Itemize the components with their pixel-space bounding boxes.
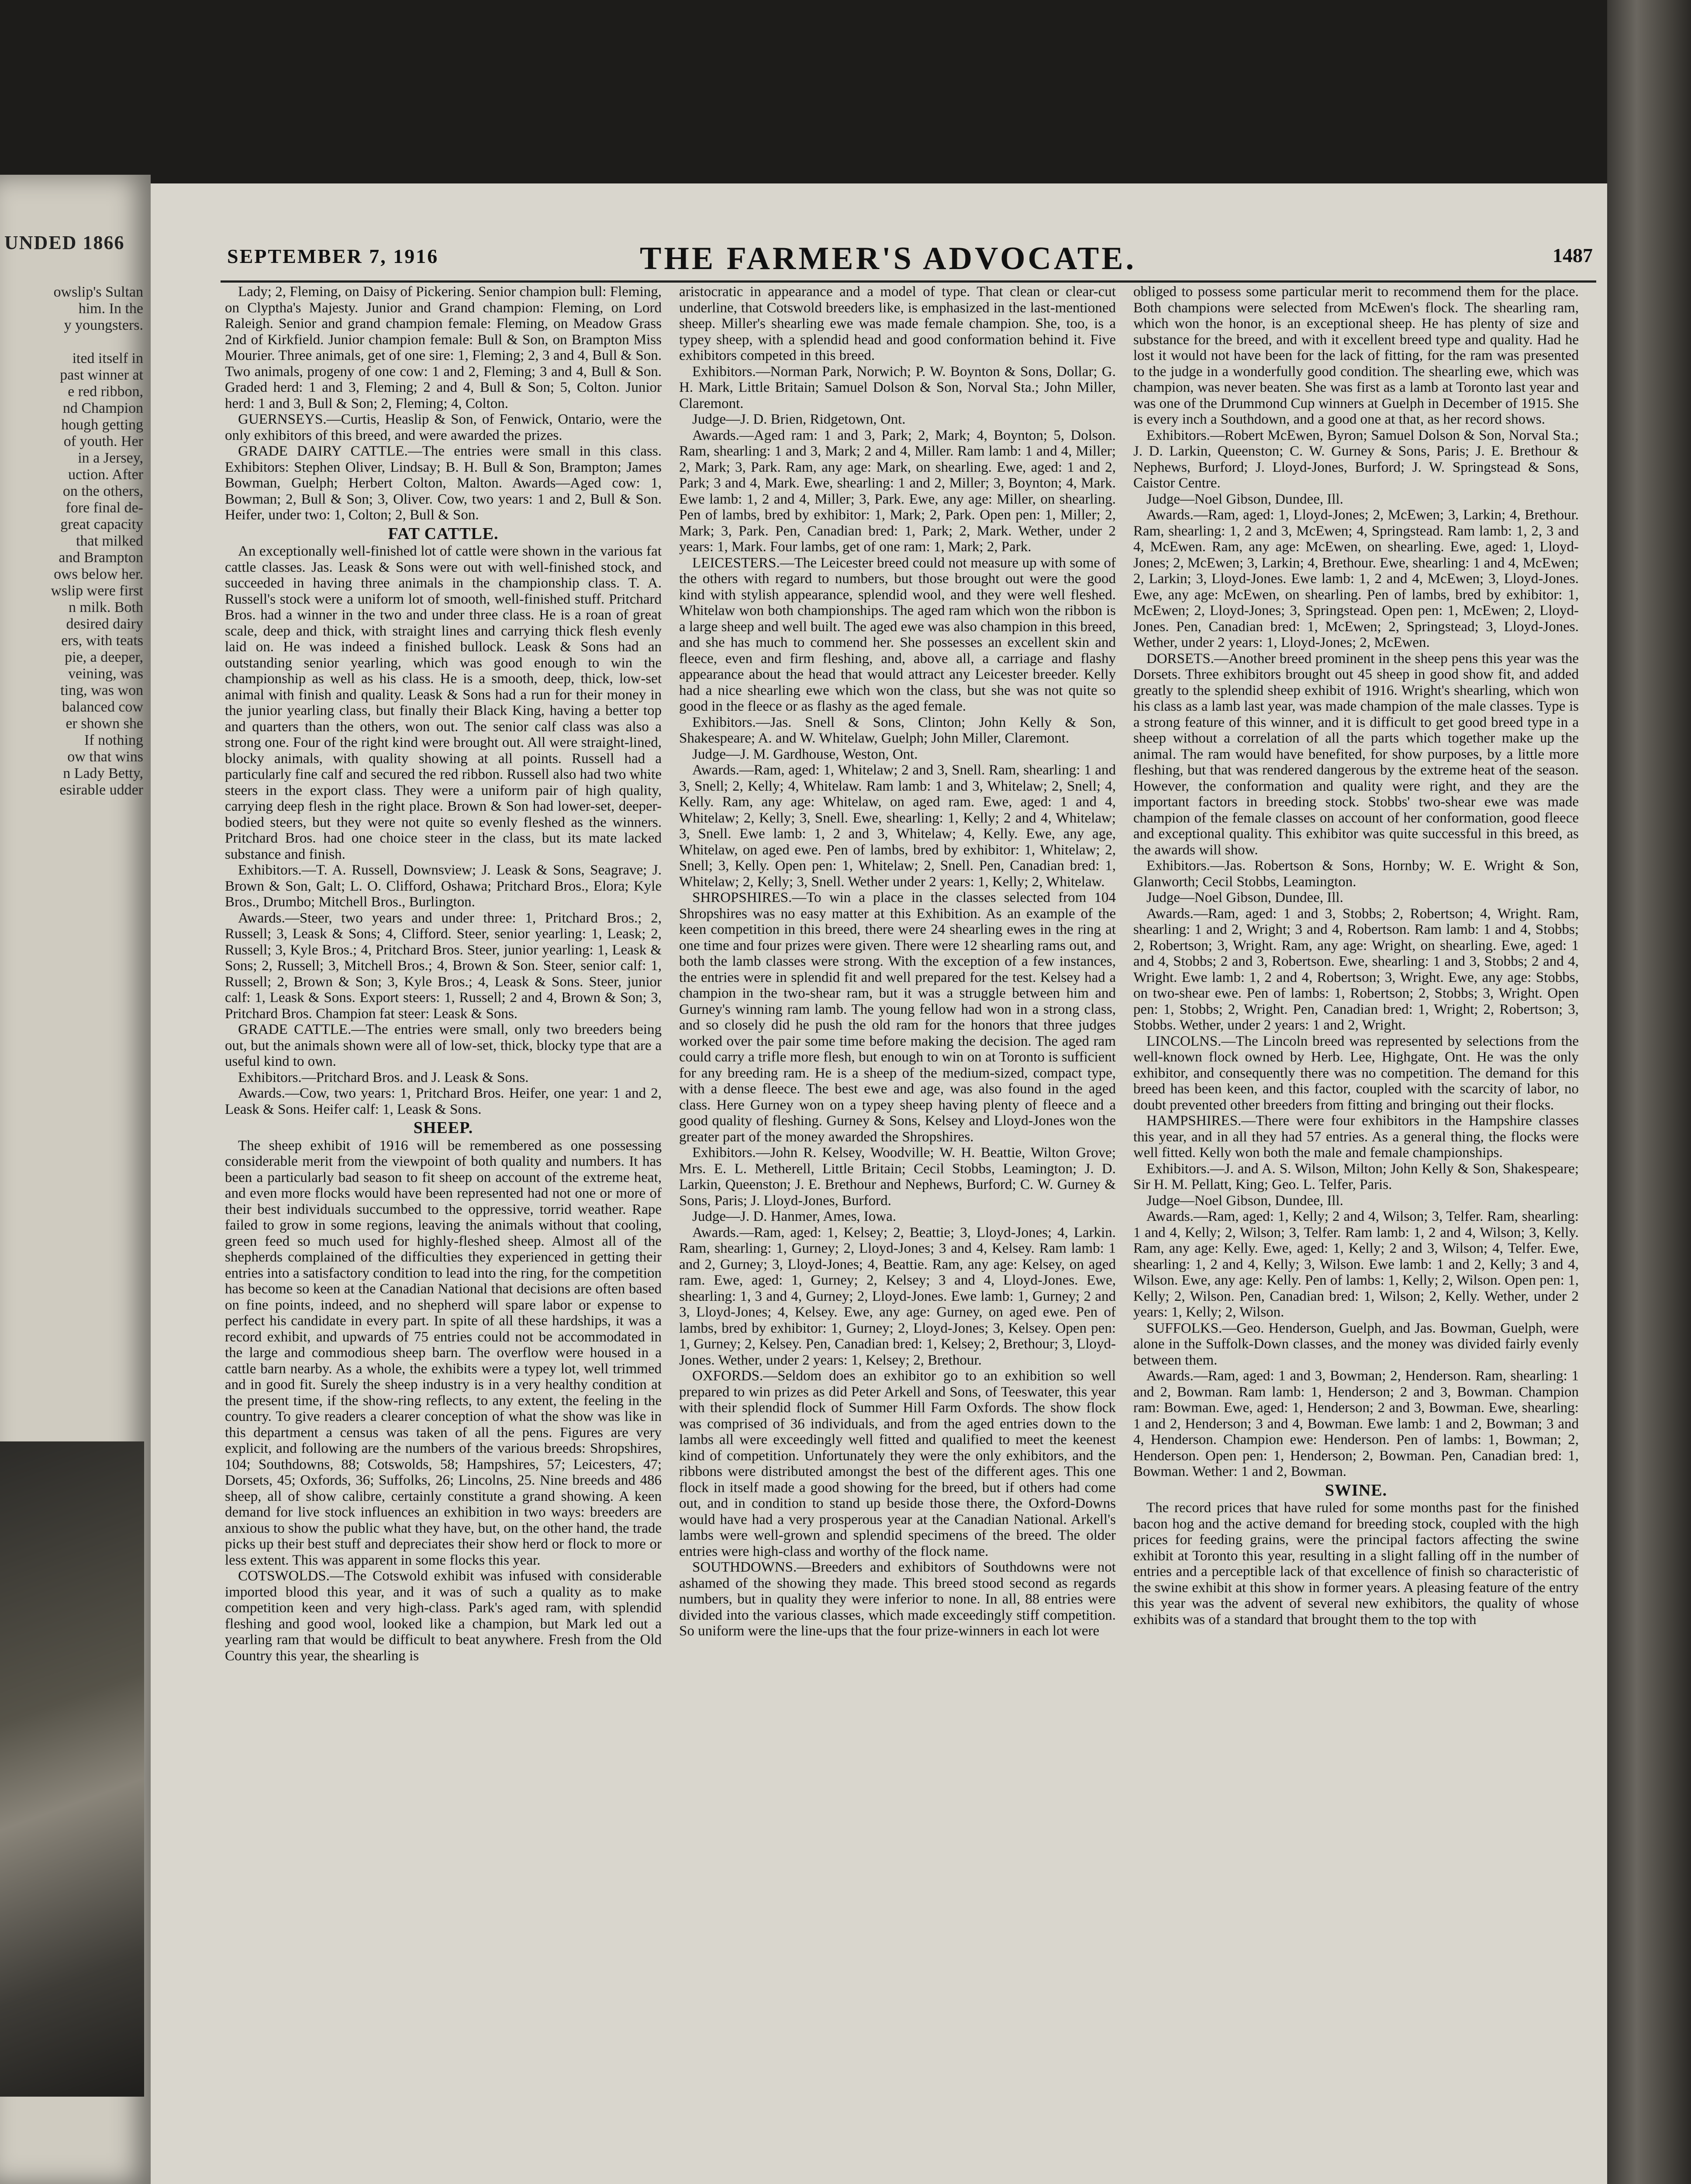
article-paragraph: Awards.—Ram, aged: 1, Whitelaw; 2 and 3, Snell. Ram, shearling: 1 and 3, Snell; 2, Kelly; 4, Whitelaw. Ram lamb: 1 and 3, Whitelaw; 2, Snell; 4, Kelly. Ram, any age: Whitelaw, on aged ram. Ewe, aged: 1 and 4, Whitelaw; 2, Kelly; 3, Snell. Ewe, shearling: 1, Kelly; 2 and 4, Whitelaw; 3, Snell. Ewe lamb: 1, 2 and 3, Whitelaw; 4, Kelly. Ewe, any age, Whitelaw, on aged ewe. Pen of lambs, bred by exhibitor: 1, Whitelaw; 2, Snell; 3, Kelly. Open pen: 1, Whitelaw; 2, Snell. Pen, Canadian bred: 1, Whitelaw; 2, Kelly; 3, Snell. Wether under 2 years: 1, Kelly; 2, Whitelaw.	[679, 762, 1116, 890]
article-paragraph: Exhibitors.—Pritchard Bros. and J. Leask & Sons.	[238, 1069, 529, 1085]
previous-page-line: ow that wins	[67, 749, 143, 765]
previous-page-line: uction. After	[68, 467, 143, 483]
previous-page-line: on the others,	[62, 483, 143, 499]
previous-page-line: and Brampton	[59, 549, 143, 566]
previous-page-line: If nothing	[84, 732, 143, 748]
article-paragraph: Awards.—Cow, two years: 1, Pritchard Bros. Heifer, one year: 1 and 2, Leask & Sons. Heifer calf: 1, Leask & Sons.	[225, 1085, 662, 1117]
article-paragraph: Exhibitors.—T. A. Russell, Downsview; J. Leask & Sons, Seagrave; J. Brown & Son, Galt; L. O. Clifford, Oshawa; Pritchard Bros., Elora; Kyle Bros., Drumbo; Mitchell Bros., Burlington.	[225, 862, 662, 910]
article-paragraph: Judge—Noel Gibson, Dundee, Ill.	[1146, 491, 1343, 507]
article-paragraph: Awards.—Ram, aged: 1, Kelly; 2 and 4, Wilson; 3, Telfer. Ram, shearling: 1 and 4, Kelly; 2, Wilson; 3, Telfer. Ram lamb: 1, 2 and 4, Wilson; 3, Kelly. Ram, any age: Kelly. Ewe, aged: 1, Kelly; 2 and 3, Wilson; 4, Telfer. Ewe, shearling: 1, 2 and 4, Kelly; 3, Wilson. Ewe lamb: 1 and 2, Kelly; 3 and 4, Wilson. Ewe, any age: Kelly. Pen of lambs: 1, Kelly; 2, Wilson. Open pen: 1, Kelly; 2, Wilson. Pen, Canadian bred: 1, Wilson; 2, Kelly. Wether, under 2 years: 1, Kelly; 2, Wilson.	[1133, 1209, 1579, 1320]
header-rule	[221, 280, 1596, 283]
article-paragraph: Awards.—Ram, aged: 1, Kelsey; 2, Beattie; 3, Lloyd-Jones; 4, Larkin. Ram, shearling: 1, Gurney; 2, Lloyd-Jones; 3 and 4, Kelsey. Ram lamb: 1 and 2, Gurney; 3, Lloyd-Jones; 4, Beattie. Ram, any age: Kelsey, on aged ram. Ewe, aged: 1, Gurney; 2, Kelsey; 3 and 4, Lloyd-Jones. Ewe, shearling: 1, 3 and 4, Gurney; 2, Lloyd-Jones. Ewe lamb: 1, Gurney; 2 and 3, Lloyd-Jones; 4, Kelsey. Ewe, any age: Gurney, on aged ewe. Pen of lambs, bred by exhibitor: 1, Gurney; 2, Lloyd-Jones; 3, Kelsey. Open pen: 1, Gurney; 2, Kelsey. Pen, Canadian bred: 1, Kelsey; 2, Brethour; 3, Lloyd-Jones. Wether, under 2 years: 1, Kelsey; 2, Brethour.	[679, 1224, 1116, 1368]
article-paragraph: SHROPSHIRES.—To win a place in the classes selected from 104 Shropshires was no easy matter at this Exhibition. As an example of the keen competition in this breed, there were 24 shearling ewes in the ring at one time and four prizes were given. There were 12 shearling rams out, and both the lamb classes were strong. With the exception of a few instances, the entries were in splendid fit and well prepared for the test. Kelsey had a champion in the two-shear ram, but it was a struggle between him and Gurney's winning ram lamb. The young fellow had won in a strong class, and so closely did he push the old ram for the honors that three judges worked over the pair some time before making the decision. The aged ram could carry a trifle more flesh, but enough to win on at Toronto is sufficient for any breeding ram. He is a sheep of the medium-sized, compact type, with a dense fleece. The best ewe and age, was also found in the aged class. Here Gurney won on a typey sheep having plenty of fleece and a good quality of fleshing. Gurney & Sons, Kelsey and Lloyd-Jones won the greater part of the money awarded the Shropshires.	[679, 890, 1116, 1145]
article-paragraph: The sheep exhibit of 1916 will be remembered as one possessing considerable merit from the viewpoint of both quality and numbers. It has been a particularly bad season to fit sheep on account of the extreme heat, and even more flocks would have been represented had not one or more of their best individuals succumbed to the oppressive, torrid weather. Rape failed to grow in some regions, leaving the animals without that cooling, green feed so much used for highly-fleshed sheep. Almost all of the shepherds complained of the difficulties they experienced in getting their entries into a satisfactory condition to lead into the ring, for the competition has become so keen at the Canadian National that decisions are often based on fine points, indeed, and no shepherd will spare labor or expense to perfect his candidate in every part. In spite of all these hardships, it was a record exhibit, and upwards of 75 entries could not be accommodated in the large and commodious sheep barn. The overflow were housed in a cattle barn nearby. As a whole, the exhibits were a typey lot, well trimmed and in good fit. Surely the sheep industry is in a very healthy condition at the present time, if the show-ring reflects, to any extent, the feeling in the country. To give readers a clearer conception of what the show was like in this department a census was taken of all the pens. Figures are very explicit, and following are the numbers of the various breeds: Shropshires, 104; Southdowns, 88; Cotswolds, 58; Hampshires, 57; Leicesters, 47; Dorsets, 45; Oxfords, 36; Suffolks, 26; Lincolns, 25. Nine breeds and 486 sheep, all of show calibre, certainly constitute a grand showing. A keen demand for live stock influences an exhibition in two ways: breeders are anxious to show the public what they have, but, on the other hand, the trade picks up their best stuff and depreciates their show herd or flock to more or less extent. This was apparent in some flocks this year.	[225, 1137, 662, 1568]
article-paragraph: LEICESTERS.—The Leicester breed could not measure up with some of the others with regard to numbers, but those brought out were the good kind with stylish appearance, splendid wool, and they were well fleshed. Whitelaw won both championships. The aged ram which won the ribbon is a large sheep and well built. The aged ewe was also champion in this breed, and she has much to commend her. She possesses an excellent skin and fleece, even and firm fleshing, and, above all, a carriage and flashy appearance about the head that would attract any Leicester breeder. Kelly had a nice shearling ewe which won the class, but she was not quite so good in the fleece or as flashy as the aged female.	[679, 555, 1116, 714]
article-paragraph: Judge—Noel Gibson, Dundee, Ill.	[1146, 890, 1343, 905]
section-heading: SHEEP.	[413, 1119, 473, 1137]
previous-page-line: of youth. Her	[63, 433, 143, 449]
previous-page-photo	[0, 1441, 144, 2097]
previous-page-line: ited itself in	[72, 350, 143, 366]
article-paragraph: Judge—Noel Gibson, Dundee, Ill.	[1146, 1192, 1343, 1209]
article-paragraph: Awards.—Ram, aged: 1, Lloyd-Jones; 2, McEwen; 3, Larkin; 4, Brethour. Ram, shearling: 1, 2 and 3, McEwen; 4, Springstead. Ram lamb: 1, 2, 3 and 4, McEwen. Ram, any age: McEwen, on shearling. Ewe, aged: 1, Lloyd-Jones; 2, McEwen; 3, Larkin; 4, Brethour. Ewe, shearling: 1 and 4, McEwen; 2, Larkin; 3, Lloyd-Jones. Ewe lamb: 1, 2 and 4, McEwen; 3, Lloyd-Jones. Ewe, any age: McEwen, on shearling. Pen of lambs, bred by exhibitor: 1, McEwen; 2, Lloyd-Jones; 3, Springstead. Open pen: 1, McEwen; 2, Lloyd-Jones. Pen, Canadian bred: 1, McEwen; 2, Springstead; 3, Lloyd-Jones. Wether, under 2 years: 1, Lloyd-Jones; 2, McEwen.	[1133, 507, 1579, 650]
article-paragraph: HAMPSHIRES.—There were four exhibitors in the Hampshire classes this year, and in all they had 57 entries. As a general thing, the flocks were well fitted. Kelly won both the male and female championships.	[1133, 1113, 1579, 1161]
article-paragraph: Judge—J. D. Brien, Ridgetown, Ont.	[692, 411, 906, 427]
article-paragraph: Awards.—Aged ram: 1 and 3, Park; 2, Mark; 4, Boynton; 5, Dolson. Ram, shearling: 1 and 3, Mark; 2 and 4, Miller. Ram lamb: 1 and 4, Miller; 2, Mark; 3, Park. Ram, any age: Mark, on shearling. Ewe, aged: 1 and 2, Park; 3 and 4, Mark. Ewe, shearling: 1 and 2, Miller; 3, Boynton; 4, Mark. Ewe lamb: 1, 2 and 4, Miller; 3, Park. Ewe, any age: Miller, on shearling. Pen of lambs, bred by exhibitor: 1, Mark; 2, Park. Open pen: 1, Miller; 2, Mark; 3, Park. Pen, Canadian bred: 1, Park; 2, Mark. Wether, under 2 years: 1, Mark. Four lambs, get of one ram: 1, Mark; 2, Park.	[679, 427, 1116, 555]
previous-page-line: esirable udder	[59, 782, 143, 798]
article-paragraph: Exhibitors.—J. and A. S. Wilson, Milton; John Kelly & Son, Shakespeare; Sir H. M. Pellatt, King; Geo. L. Telfer, Paris.	[1133, 1161, 1579, 1192]
article-paragraph: Exhibitors.—Robert McEwen, Byron; Samuel Dolson & Son, Norval Sta.; J. D. Larkin, Queenston; C. W. Gurney & Sons, Paris; J. E. Brethour & Nephews, Burford; J. Lloyd-Jones, Burford; J. W. Springstead & Sons, Caistor Centre.	[1133, 427, 1579, 491]
issue-date: SEPTEMBER 7, 1916	[227, 245, 439, 267]
previous-page-line: that milked	[76, 533, 143, 549]
previous-page-line: ers, with teats	[61, 632, 143, 649]
article-paragraph: Exhibitors.—John R. Kelsey, Woodville; W. H. Beattie, Wilton Grove; Mrs. E. L. Metherell, Little Britain; Cecil Stobbs, Leamington; J. D. Larkin, Queenston; J. E. Brethour and Nephews, Burford; C. W. Gurney & Sons, Paris; J. Lloyd-Jones, Burford.	[679, 1145, 1116, 1209]
article-paragraph: Awards.—Ram, aged: 1 and 3, Bowman; 2, Henderson. Ram, shearling: 1 and 2, Bowman. Ram lamb: 1, Henderson; 2 and 3, Bowman. Champion ram: Bowman. Ewe, aged: 1, Henderson; 2 and 3, Bowman. Ewe, shearling: 1 and 2, Henderson; 3 and 4, Bowman. Ewe lamb: 1 and 2, Bowman; 3 and 4, Henderson. Champion ewe: Henderson. Pen of lambs: 1, Bowman; 2, Henderson. Open pen: 1, Henderson; 2, Bowman. Pen, Canadian bred: 1, Bowman. Wether: 1 and 2, Bowman.	[1133, 1368, 1579, 1479]
article-paragraph: SUFFOLKS.—Geo. Henderson, Guelph, and Jas. Bowman, Guelph, were alone in the Suffolk-Down classes, and the money was divided fairly evenly between them.	[1133, 1320, 1579, 1368]
article-paragraph: obliged to possess some particular merit to recommend them for the place. Both champions were selected from McEwen's flock. The shearling ram, which won the honor, is an exceptional sheep. He has plenty of size and substance for the breed, and with it excellent breed type and quality. Had he lost it would not have been for the lack of fitting, for the ram was presented to the judge in a wonderfully good condition. The shearling ewe, which was champion, was never beaten. She was first as a lamb at Toronto last year and was one of the Drummond Cup winners at Guelph in December of 1915. She is every inch a Southdown, and a good one at that, as her record shows.	[1133, 284, 1579, 427]
previous-page-line: owslip's Sultan	[53, 284, 143, 300]
previous-page-line: pie, a deeper,	[65, 649, 143, 665]
previous-page-fragment	[0, 175, 151, 2184]
article-paragraph: OXFORDS.—Seldom does an exhibitor go to an exhibition so well prepared to win prizes as did Peter Arkell and Sons, of Teeswater, this year with their splendid flock of Summer Hill Farm Oxfords. The show flock was comprised of 36 individuals, and from the aged entries down to the lambs all were exceedingly well fitted and qualified to meet the keenest kind of competition. Unfortunately they were the only exhibitors, and the ribbons were distributed amongst the best of the different ages. This one flock in itself made a good showing for the breed, but if others had come out, and in condition to stand up beside those there, the Oxford-Downs would have had a very prosperous year at the Canadian National. Arkell's lambs were well-grown and splendid specimens of the breed. The older entries were high-class and worthy of the flock name.	[679, 1368, 1116, 1559]
previous-page-line: wslip were first	[51, 583, 143, 599]
previous-page-line: e red ribbon,	[68, 384, 143, 400]
article-paragraph: SOUTHDOWNS.—Breeders and exhibitors of Southdowns were not ashamed of the showing they made. This breed stood second as regards numbers, but in quality they were inferior to none. In all, 88 entries were divided into the various classes, which made exceedingly stiff competition. So uniform were the line-ups that the four prize-winners in each lot were	[679, 1559, 1116, 1639]
article-paragraph: aristocratic in appearance and a model of type. That clean or clear-cut underline, that Cotswold breeders like, is emphasized in the last-mentioned sheep. Miller's shearling ewe was made female champion. She, too, is a typey sheep, with a splendid head and good conformation behind it. Five exhibitors competed in this breed.	[679, 284, 1116, 363]
previous-page-line: hough getting	[61, 417, 143, 433]
previous-page-line: great capacity	[60, 516, 143, 532]
previous-page-line: fore final de-	[66, 500, 143, 516]
column-3	[1133, 284, 1579, 2184]
section-heading: SWINE.	[1325, 1481, 1387, 1500]
article-paragraph: COTSWOLDS.—The Cotswold exhibit was infused with considerable imported blood this year, and it was of such a quality as to make competition keen and very high-class. Park's aged ram, with splendid fleshing and good wool, looked like a champion, but Mark led out a yearling ram that would be difficult to beat anywhere. Fresh from the Old Country this year, the shearling is	[225, 1568, 662, 1664]
previous-page-line: n milk. Both	[69, 599, 143, 615]
article-paragraph: Exhibitors.—Jas. Snell & Sons, Clinton; John Kelly & Son, Shakespeare; A. and W. Whitelaw, Guelph; John Miller, Claremont.	[679, 714, 1116, 746]
article-paragraph: Lady; 2, Fleming, on Daisy of Pickering. Senior champion bull: Fleming, on Clyptha's Majesty. Junior and Grand champion: Fleming, on Lord Raleigh. Senior and grand champion female: Fleming, on Meadow Grass 2nd of Kirkfield. Junior champion female: Bull & Son, on Brampton Miss Mourier. Three animals, get of one sire: 1, Fleming; 2, 3 and 4, Bull & Son. Two animals, progeny of one cow: 1 and 2, Fleming; 3 and 4, Bull & Son. Graded herd: 1 and 3, Fleming; 2 and 4, Bull & Son; 5, Colton. Junior herd: 1 and 3, Bull & Son; 2, Fleming; 4, Colton.	[225, 284, 662, 411]
article-paragraph: An exceptionally well-finished lot of cattle were shown in the various fat cattle classes. Jas. Leask & Sons were out with well-finished stock, and succeeded in having three animals in the championship class. T. A. Russell's stock were a uniform lot of smooth, well-finished stuff. Pritchard Bros. had a winner in the two and under three class. He is a roan of great scale, deep and thick, with straight lines and carrying thick flesh evenly laid on. He was indeed a finished bullock. Leask & Sons had an outstanding senior yearling, which was good enough to win the championship as well as his class. He is a smooth, deep, thick, low-set animal with finish and quality. Leask & Sons had a run for their money in the junior yearling class, but finally their Black King, having a better top and quarters than the others, won out. The senior calf class was also a strong one. Four of the right kind were brought out. All were straight-lined, blocky animals, with quality showing at all points. Russell had a particularly fine calf and secured the red ribbon. Russell also had two white steers in the export class. They were a uniform pair of high quality, carrying deep flesh in the right place. Brown & Son had lower-set, deeper-bodied steers, but they were not quite so evenly fleshed as the winners. Pritchard Bros. had one choice steer in the class, but its mate lacked substance and finish.	[225, 543, 662, 862]
previous-page-text	[3, 284, 143, 798]
previous-page-line: desired dairy	[66, 616, 143, 632]
masthead-title: THE FARMER'S ADVOCATE.	[640, 241, 1137, 276]
previous-page-line: nd Champion	[62, 400, 143, 416]
previous-page-line: in a Jersey,	[78, 450, 143, 466]
previous-page-line: ows below her.	[54, 566, 143, 582]
article-paragraph: Judge—J. M. Gardhouse, Weston, Ont.	[692, 746, 918, 762]
previous-page-header: UNDED 1866	[4, 232, 125, 253]
article-paragraph: GRADE CATTLE.—The entries were small, only two breeders being out, but the animals shown were all of low-set, thick, blocky type that are a useful kind to own.	[225, 1022, 662, 1069]
previous-page-line	[3, 334, 143, 350]
article-paragraph: LINCOLNS.—The Lincoln breed was represented by selections from the well-known flock owned by Herb. Lee, Highgate, Ont. He was the only exhibitor, and consequently there was no competition. The demand for this breed has been keen, and this factor, coupled with the scarcity of labor, no doubt prevented other breeders from fitting and bringing out their flocks.	[1133, 1033, 1579, 1113]
article-paragraph: Judge—J. D. Hanmer, Ames, Iowa.	[692, 1209, 897, 1224]
page-number: 1487	[1553, 244, 1593, 266]
previous-page-line: veining, was	[68, 666, 143, 682]
previous-page-line: er shown she	[66, 715, 143, 732]
article-paragraph: DORSETS.—Another breed prominent in the sheep pens this year was the Dorsets. Three exhibitors brought out 45 sheep in good show fit, and added greatly to the splendid sheep exhibit of 1916. Wright's shearling, which won his class as a lamb last year, was made champion of the male classes. Type is a strong feature of this winner, and it is difficult to get good breed type in a sheep without a correlation of all the parts which together make up the animal. The ram would have benefited, for show purposes, by a little more fleshing, but that was rendered dangerous by the extreme heat of the season. However, the conformation and quality were right, and they are the important factors in breeding stock. Stobbs' two-shear ewe was made champion of the female classes on account of her conformation, good fleece and exceptional quality. This exhibitor was quite successful in this breed, as the awards will show.	[1133, 650, 1579, 858]
article-paragraph: Awards.—Steer, two years and under three: 1, Pritchard Bros.; 2, Russell; 3, Leask & Sons; 4, Clifford. Steer, senior yearling: 1, Leask; 2, Russell; 3, Kyle Bros.; 4, Pritchard Bros. Steer, junior yearling: 1, Leask & Sons; 2, Russell; 3, Mitchell Bros.; 4, Brown & Son. Steer, senior calf: 1, Russell; 2, Brown & Son; 3, Kyle Bros.; 4, Leask & Sons. Steer, junior calf: 1, Leask & Sons. Export steers: 1, Russell; 2 and 4, Brown & Son; 3, Pritchard Bros. Champion fat steer: Leask & Sons.	[225, 910, 662, 1022]
article-paragraph: Exhibitors.—Norman Park, Norwich; P. W. Boynton & Sons, Dollar; G. H. Mark, Little Britain; Samuel Dolson & Son, Norval Sta.; John Miller, Claremont.	[679, 363, 1116, 411]
column-1	[225, 284, 662, 2184]
previous-page-line: y youngsters.	[64, 317, 143, 333]
page-header	[151, 240, 1607, 284]
previous-page-line: past winner at	[60, 367, 143, 383]
article-paragraph: Awards.—Ram, aged: 1 and 3, Stobbs; 2, Robertson; 4, Wright. Ram, shearling: 1 and 2, Wright; 3 and 4, Robertson. Ram lamb: 1 and 4, Stobbs; 2, Robertson; 3, Wright. Ram, any age: Wright, on shearling. Ewe, aged: 1 and 4, Stobbs; 2 and 3, Robertson. Ewe, shearling: 1 and 3, Stobbs; 2 and 4, Wright. Ewe lamb: 1, 2 and 4, Robertson; 3, Wright. Ewe, any age: Stobbs, on two-shear ewe. Pen of lambs: 1, Robertson; 2, Stobbs; 3, Wright. Open pen: 1, Stobbs; 2, Wright. Pen, Canadian bred: 1, Wright; 2, Robertson; 3, Stobbs. Wether, under 2 years: 1 and 2, Wright.	[1133, 905, 1579, 1033]
article-paragraph: Exhibitors.—Jas. Robertson & Sons, Hornby; W. E. Wright & Son, Glanworth; Cecil Stobbs, Leamington.	[1133, 858, 1579, 890]
book-binding-edge	[1607, 0, 1691, 2184]
previous-page-line: him. In the	[78, 301, 143, 317]
newspaper-page	[151, 183, 1607, 2184]
article-paragraph: GUERNSEYS.—Curtis, Heaslip & Son, of Fenwick, Ontario, were the only exhibitors of this breed, and were awarded the prizes.	[225, 411, 662, 443]
previous-page-line: balanced cow	[62, 699, 143, 715]
article-paragraph: The record prices that have ruled for some months past for the finished bacon hog and the active demand for breeding stock, coupled with the high prices for feeding grains, were the principal factors affecting the swine exhibit at Toronto this year, resulting in a slight falling off in the number of entries and a perceptible lack of that excellence of finish so characteristic of the swine exhibit at this show in former years. A pleasing feature of the entry this year was the advent of several new exhibitors, the quality of whose exhibits was of a standard that brought them to the top with	[1133, 1500, 1579, 1628]
column-2	[679, 284, 1116, 2184]
article-paragraph: GRADE DAIRY CATTLE.—The entries were small in this class. Exhibitors: Stephen Oliver, Lindsay; B. H. Bull & Son, Brampton; James Bowman, Guelph; Herbert Colton, Malton. Awards—Aged cow: 1, Bowman; 2, Bull & Son; 3, Oliver. Cow, two years: 1 and 2, Bull & Son. Heifer, under two: 1, Colton; 2, Bull & Son.	[225, 443, 662, 523]
section-heading: FAT CATTLE.	[388, 524, 499, 543]
previous-page-line: ting, was won	[60, 682, 143, 698]
previous-page-line: n Lady Betty,	[63, 765, 143, 781]
